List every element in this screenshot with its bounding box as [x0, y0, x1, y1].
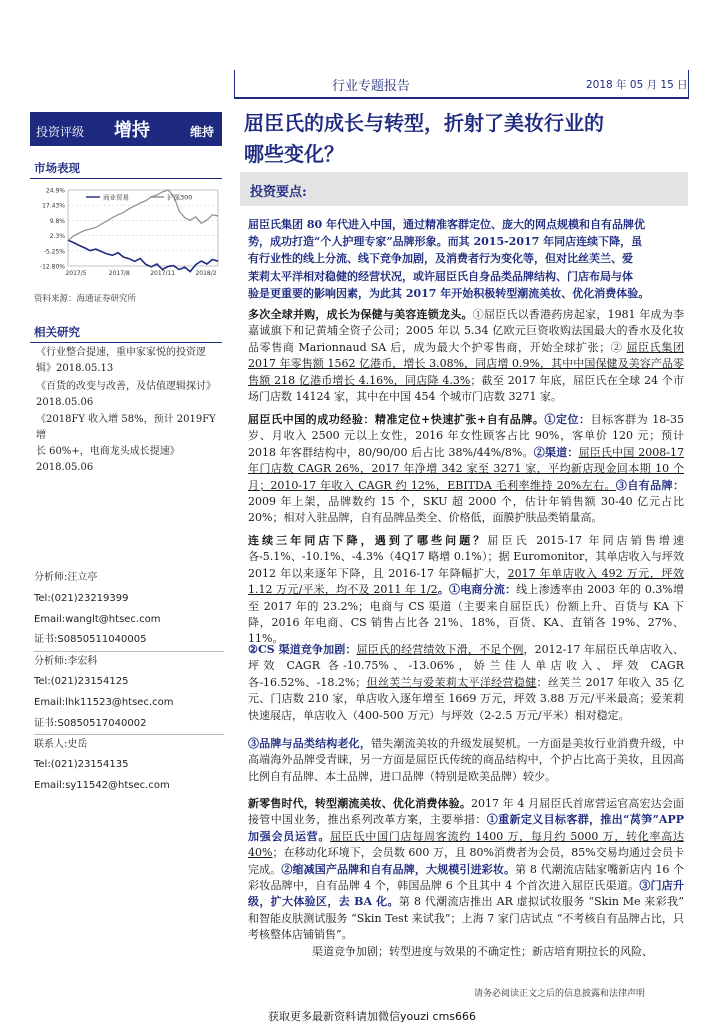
disclaimer-note: 请务必阅读正文之后的信息披露和法律声明 [474, 989, 646, 999]
point-cs-competition [248, 642, 684, 724]
summary-paragraph [248, 216, 684, 302]
summary-line: 茉莉太平洋相对稳健的经营状况，或许屈臣氏自身品类品牌结构、门店布局与体 [248, 269, 633, 283]
analyst-name: 分析师:李宏科 [34, 651, 224, 672]
point-underline: 屈臣氏中国门店每周客流约 1400 万，每月约 5000 万，转化率高达 40% [248, 829, 684, 860]
point-same-store-decline [248, 533, 684, 648]
point-text: 错失潮流美妆的升级发展契机。一方面是美妆行业消费升级，中高端海外品牌受青睐，另一方面是屈臣氏传统的商品结构中，个护占比高于美妆，且因高比例自有品牌、本土品牌，进口品牌（特别是欧美品牌）较少。 [248, 737, 685, 783]
point-lead: 新零售时代，转型潮流美妆、优化消费体验。 [248, 797, 471, 810]
related-item-line: 《百货的改变与改善，及估值逻辑探讨》 [36, 381, 216, 392]
analyst-name: 分析师:汪立亭 [34, 572, 98, 583]
contact-tel: Tel:(021)23154135 [34, 759, 129, 771]
point-risks [248, 944, 684, 960]
header-right-rule [688, 70, 689, 98]
rating-label: 投资评级 [36, 125, 85, 139]
header-left-rule [234, 70, 235, 98]
point-subhead: 。①电商分流： [437, 583, 517, 597]
chart-y-tick: -5.25% [43, 248, 65, 256]
market-divider [30, 178, 222, 179]
related-title: 相关研究 [34, 325, 80, 339]
point-subhead: ③门店升级，扩大体验区，去 BA 化。 [248, 879, 684, 909]
point-text: ①屈臣氏以香港药房起家，1981 年成为李嘉诚旗下和记黄埔全资子公司；2005 年以 5.34 亿欧元巨资收购法国最大的香水及化妆品零售商 Marionnaud SA 后，成为最大个护零售商，开始全球扩张；② [248, 308, 685, 354]
contact-name: 联系人:史岳 [34, 734, 224, 755]
point-underline: 屈臣氏中国 2008-17 年门店数 CAGR 26%，2017 年净增 342 家至 3271 家，平均新店现金回本期 10 个月；2010-17 年收入 CAGR 约 12%，EBITDA 毛利率维持 20%左右。 [248, 445, 684, 492]
point-subhead: ①定位： [544, 413, 591, 426]
point-underline: 屈臣氏的经营绩效下滑，不足个例 [356, 643, 524, 656]
point-subhead: ②缩减国产品牌和自有品牌，大规模引进彩妆。 [281, 862, 516, 876]
chart-x-tick: 2017/8 [108, 270, 130, 277]
analyst-email[interactable]: Email:lhk11523@htsec.com [34, 696, 174, 708]
chart-y-tick: 2.3% [49, 233, 65, 241]
related-item-line: 2018.05.06 [36, 397, 94, 408]
market-chart [34, 186, 224, 286]
summary-line: 验是更重要的影响因素，为此其 2017 年开始积极转型潮流美妆、优化消费体验。 [248, 286, 650, 300]
report-title [244, 108, 694, 170]
point-lead: 屈臣氏中国的成功经验：精准定位+快速扩张+自有品牌。 [248, 413, 545, 426]
rating-value: 增持 [114, 120, 150, 141]
analyst-tel: Tel:(021)23219399 [34, 592, 129, 604]
rating-change: 维持 [190, 125, 215, 139]
watermark-text: 获取更多最新资料请加微信youzi cms666 [268, 1010, 477, 1023]
header-divider [234, 97, 689, 99]
point-text: 第 8 代潮流店陆家嘴新店内 16 个彩妆品牌中，自有品牌 4 个，韩国品牌 6 个且其中 4 个首次进入屈臣氏渠道。 [248, 862, 685, 893]
related-item-line: 长 60%+，电商龙头成长提速》2018.05.06 [36, 446, 180, 473]
chart-x-tick: 2017/11 [150, 270, 176, 277]
related-item-line: 《行业整合提速，重申家家悦的投资逻 [36, 347, 206, 358]
point-lead: 连续三年同店下降，遇到了哪些问题？ [248, 534, 488, 547]
related-item-line: 《2018FY 收入增 58%，预计 2019FY 增 [36, 414, 216, 441]
point-text: 2017 年 4 月屈臣氏首席营运官高宏达会面接管中国业务，推出系列改革方案，主要举措： [248, 797, 685, 827]
analyst-contacts [34, 568, 224, 797]
related-divider [30, 342, 222, 343]
report-type: 行业专题报告 [332, 79, 411, 94]
point-text: 渠道竞争加剧；转型进度与效果的不确定性；新店培育期拉长的风险、 [312, 945, 653, 958]
summary-line: 势，成功打造“个人护理专家”品牌形象。而其 2015-2017 年同店连续下降，虽 [248, 235, 643, 249]
market-title: 市场表现 [34, 161, 80, 175]
chart-x-tick: 2018/2 [195, 270, 217, 277]
point-text: 线上渗透率由 2003 年的 0.3%增至 2017 年的 23.2%；电商与 CS 渠道（主要来自屈臣氏）份额上升、百货与 KA 下降，2016 年电商、CS 销售占比各 21%、18%，百货、KA、直销各 19%、27%、11%。 [248, 583, 685, 646]
related-item[interactable] [36, 412, 222, 476]
analyst-cert: 证书:S0850517040002 [34, 717, 147, 729]
point-subhead: ②CS 渠道竞争加剧： [248, 643, 357, 656]
investment-points-title: 投资要点: [250, 185, 307, 200]
investment-points-bar [240, 172, 688, 206]
report-date: 2018 年 05 月 15 日 [586, 79, 688, 91]
point-text: 第 8 代潮流店推出 AR 虚拟试妆服务 “Skin Me 来彩我” 和智能皮肤测试服务 “Skin Test 来试我”；上海 7 家门店试点 “不考核自有品牌占比，只考核整体店铺销售”。 [248, 895, 684, 942]
point-lead: 多次全球并购，成长为保健与美容连锁龙头。 [248, 308, 473, 321]
point-brand-aging [248, 736, 684, 785]
point-success-factors [248, 412, 684, 527]
point-text: ；在移动化环境下，会员数 600 万，且 80%消费者为会员，85%交易均通过会员卡完成。 [248, 846, 684, 876]
title-line: 哪些变化？ [244, 142, 344, 166]
point-new-retail [248, 796, 684, 944]
chart-y-tick: 24.9% [45, 187, 65, 195]
chart-y-tick: -12.80% [39, 263, 65, 271]
point-underline: 2017 年单店收入 492 万元，坪效 1.12 万元/平米，均不及 2011 年 1/2 [248, 566, 684, 597]
chart-series-line [68, 240, 218, 271]
analyst-tel: Tel:(021)23154125 [34, 675, 129, 687]
point-global-expansion [248, 307, 684, 405]
point-text: 目标客群为 18-35 岁、月收入 2500 元以上女性，2016 年女性顾客占比 90%，客单价 120 元；预计 2018 年客群结构中，80/90/00 后占比 38%/44%/8%。 [248, 413, 684, 459]
point-underline: 屈臣氏集团 2017 年零售额 1562 亿港币，增长 3.08%，同店增 0.9%，其中中国保健及美容产品零售额 218 亿港币增长 4.16%，同店降 4.3% [248, 340, 684, 387]
rating-bar [30, 112, 222, 146]
analyst-cert: 证书:S0850511040005 [34, 634, 147, 646]
chart-y-tick: 17.43% [42, 202, 65, 210]
point-subhead: ②渠道： [533, 445, 579, 459]
chart-x-tick: 2017/5 [65, 270, 87, 277]
analyst-email[interactable]: Email:wanglt@htsec.com [34, 613, 161, 625]
point-text: 2009 年上架，品牌数约 15 个，SKU 超 2000 个，估计年销售额 30-40 亿元占比 20%；相对入驻品牌，自有品牌品类全、价格低，面膜护肤品类销量高。 [248, 495, 684, 525]
title-line: 屈臣氏的成长与转型，折射了美妆行业的 [244, 111, 604, 135]
point-underline: 但丝芙兰与爱茉莉太平洋经营稳健 [366, 675, 537, 689]
chart-source: 资料来源：海通证券研究所 [34, 294, 137, 304]
chart-legend-label: 沪深300 [167, 193, 193, 202]
market-chart-svg [34, 186, 224, 286]
point-subhead: ③品牌与品类结构老化， [248, 737, 372, 750]
related-item[interactable] [36, 345, 222, 377]
point-text: ；截至 2017 年底，屈臣氏在全球 24 个市场门店数 14124 家，其中在中国 454 个城市门店数 3271 家。 [248, 373, 684, 404]
chart-legend-label: 商业贸易 [103, 193, 129, 202]
summary-line: 屈臣氏集团 80 年代进入中国，通过精准客群定位、庞大的网点规模和自有品牌优 [248, 218, 645, 231]
point-subhead: ①重新定义目标客群，推出“莴笋”APP 加强会员运营。 [248, 813, 685, 843]
point-text: ，2012-17 年屈臣氏单店收入、坪效 CAGR 各-10.75%、-13.06%，娇兰佳人单店收入、坪效 CAGR 各-16.52%、-18.2%； [248, 643, 684, 689]
summary-line: 有行业性的线上分流、线下竞争加剧，及消费者行为变化等，但对比丝芙兰、爱 [248, 252, 633, 266]
point-text: 屈臣氏 2015-17 年同店销售增速各-5.1%、-10.1%、-4.3%（4Q17 略增 0.1%）；据 Euromonitor，其单店收入与坪效 2012 年以来逐年下降，且 2016-17 年降幅扩大， [248, 534, 685, 580]
chart-y-tick: 9.8% [49, 217, 65, 225]
point-text: ：丝芙兰 2017 年收入 35 亿元、门店数 210 家，单店收入逐年增至 1669 万元，坪效 3.88 万元/平米最高；爱茉莉快速展店，单店收入（400-500 万元）与坪效（2-2.5 万元/平米）相对稳定。 [248, 675, 684, 722]
point-subhead: ③自有品牌： [615, 478, 685, 492]
contact-email[interactable]: Email:sy11542@htsec.com [34, 779, 170, 791]
related-item[interactable] [36, 379, 222, 411]
related-item-line: 辑》2018.05.13 [36, 363, 114, 374]
